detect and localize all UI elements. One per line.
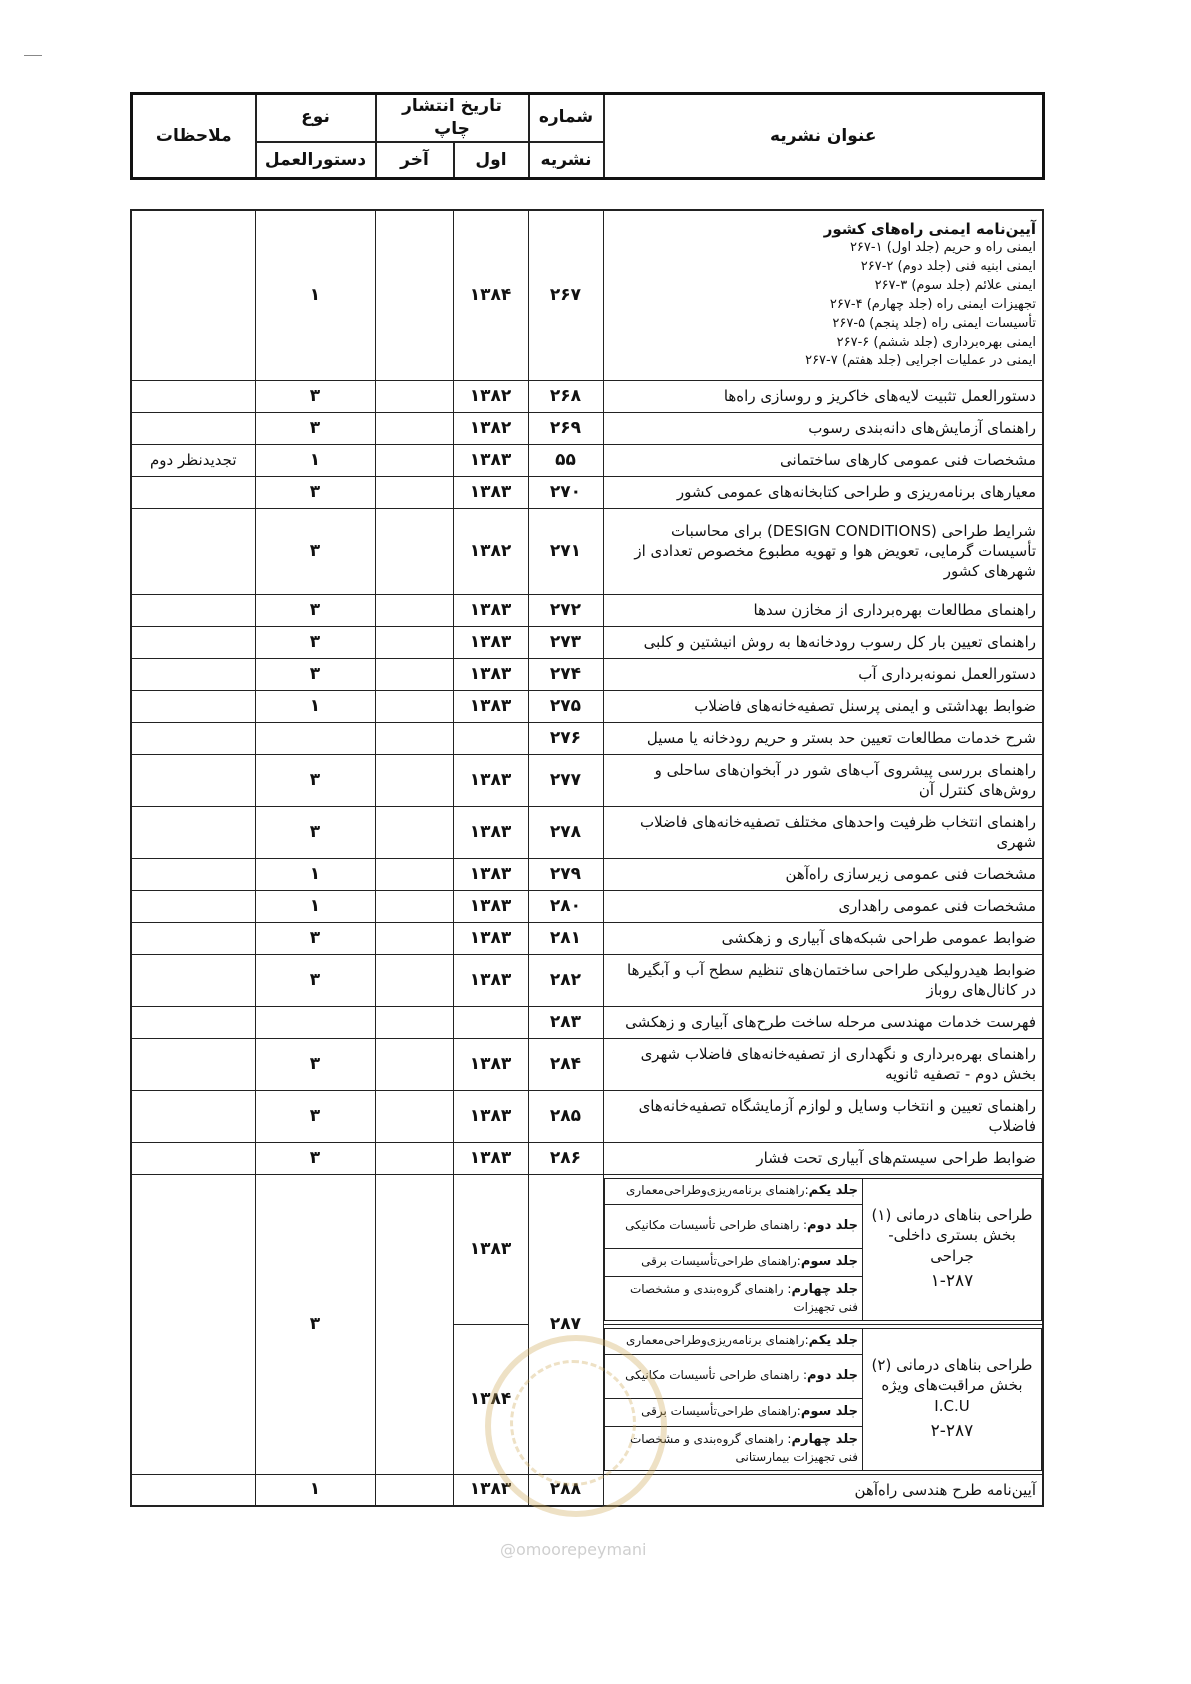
header-date: تاریخ انتشار چاپ — [376, 94, 529, 142]
title-cell: راهنمای انتخاب ظرفیت واحدهای مختلف تصفیه‌خانه‌های فاضلاب شهری — [603, 806, 1043, 858]
type-cell: ۳ — [255, 1090, 375, 1142]
volume-heading: جلد چهارم — [791, 1281, 858, 1297]
table-row — [131, 1474, 1043, 1506]
last-date-cell — [375, 754, 453, 806]
volume-heading: جلد سوم — [800, 1253, 858, 1269]
remarks-cell — [131, 1090, 255, 1142]
header-number-2: نشریه — [529, 142, 604, 179]
table-row — [131, 1174, 1043, 1324]
number-cell: ۲۷۷ — [528, 754, 603, 806]
type-cell: ۳ — [255, 508, 375, 594]
first-date-cell — [453, 722, 528, 754]
volume-cell — [604, 1276, 863, 1320]
hospital-volumes-table — [604, 1178, 1043, 1321]
title-cell: دستورالعمل تثبیت لایه‌های خاکریز و روسازی راه‌ها — [603, 380, 1043, 412]
title-cell: مشخصات فنی عمومی زیرسازی راه‌آهن — [603, 858, 1043, 890]
volume-row — [604, 1328, 1042, 1354]
last-date-cell — [375, 1474, 453, 1506]
table-row — [131, 890, 1043, 922]
type-cell: ۱ — [255, 690, 375, 722]
last-date-cell — [375, 954, 453, 1006]
hospital-volumes-table — [604, 1328, 1043, 1471]
table-row — [131, 476, 1043, 508]
header-title: عنوان نشریه — [604, 94, 1044, 179]
type-cell: ۳ — [255, 1038, 375, 1090]
volume-heading: جلد چهارم — [791, 1431, 858, 1447]
first-date-cell: ۱۳۸۳ — [453, 922, 528, 954]
last-date-cell — [375, 444, 453, 476]
type-cell: ۳ — [255, 954, 375, 1006]
first-date-cell: ۱۳۸۳ — [453, 626, 528, 658]
table-row — [131, 412, 1043, 444]
title-cell: راهنمای بهره‌برداری و نگهداری از تصفیه‌خانه‌های فاضلاب شهری بخش دوم - تصفیه ثانویه — [603, 1038, 1043, 1090]
volume-cell — [604, 1426, 863, 1470]
type-cell: ۳ — [255, 594, 375, 626]
first-line: ایمنی در عملیات اجرایی (جلد هفتم) ۷-۲۶۷ — [805, 353, 1036, 369]
remarks-cell — [131, 594, 255, 626]
type-cell: ۳ — [255, 412, 375, 444]
title-cell: شرح خدمات مطالعات تعیین حد بستر و حریم رودخانه یا مسیل — [603, 722, 1043, 754]
type-cell: ۳ — [255, 754, 375, 806]
type-cell: ۳ — [255, 626, 375, 658]
number-cell: ۲۸۴ — [528, 1038, 603, 1090]
first-date-cell: ۱۳۸۳ — [453, 1090, 528, 1142]
header-date-first: اول — [454, 142, 529, 179]
table-row — [131, 690, 1043, 722]
number-cell: ۲۸۳ — [528, 1006, 603, 1038]
volume-text: :راهنمای طراحی‌تأسیسات برقی — [641, 1253, 801, 1268]
number-cell: ۲۷۸ — [528, 806, 603, 858]
first-date-cell: ۱۳۸۳ — [453, 806, 528, 858]
title-cell: ضوابط عمومی طراحی شبکه‌های آبیاری و زهکشی — [603, 922, 1043, 954]
table-row — [131, 508, 1043, 594]
header-type-1: نوع — [256, 94, 376, 142]
type-cell — [255, 722, 375, 754]
remarks-cell — [131, 1142, 255, 1174]
remarks-cell: تجدیدنظر دوم — [131, 444, 255, 476]
last-date-cell — [375, 690, 453, 722]
title-cell: ضوابط طراحی سیستم‌های آبیاری تحت فشار — [603, 1142, 1043, 1174]
volume-cell — [604, 1204, 863, 1248]
number-cell: ۲۷۴ — [528, 658, 603, 690]
table-row — [131, 754, 1043, 806]
remarks-cell — [131, 722, 255, 754]
last-date-cell — [375, 412, 453, 444]
title-cell: راهنمای مطالعات بهره‌برداری از مخازن سدها — [603, 594, 1043, 626]
last-date-cell — [375, 858, 453, 890]
table-row — [131, 1142, 1043, 1174]
first-date-cell: ۱۳۸۴ — [453, 1324, 528, 1474]
title-cell: فهرست خدمات مهندسی مرحله ساخت طرح‌های آبیاری و زهکشی — [603, 1006, 1043, 1038]
volume-heading: جلد یکم — [808, 1332, 858, 1348]
last-date-cell — [375, 1006, 453, 1038]
number-cell: ۲۶۸ — [528, 380, 603, 412]
first-date-cell: ۱۳۸۳ — [453, 858, 528, 890]
type-cell: ۱ — [255, 444, 375, 476]
volume-text: : راهنمای طراحی تأسیسات مکانیکی — [625, 1367, 807, 1382]
number-cell: ۲۶۹ — [528, 412, 603, 444]
remarks-cell — [131, 380, 255, 412]
type-cell — [255, 1006, 375, 1038]
remarks-cell — [131, 1174, 255, 1474]
remarks-cell — [131, 508, 255, 594]
remarks-cell — [131, 412, 255, 444]
type-cell: ۳ — [255, 1142, 375, 1174]
last-date-cell — [375, 1090, 453, 1142]
first-date-cell: ۱۳۸۳ — [453, 1474, 528, 1506]
title-cell: راهنمای تعیین و انتخاب وسایل و لوازم آزمایشگاه تصفیه‌خانه‌های فاضلاب — [603, 1090, 1043, 1142]
number-cell: ۲۷۲ — [528, 594, 603, 626]
number-cell: ۲۸۸ — [528, 1474, 603, 1506]
first-date-cell: ۱۳۸۳ — [453, 954, 528, 1006]
remarks-cell — [131, 890, 255, 922]
first-date-cell: ۱۳۸۳ — [453, 1174, 528, 1324]
first-line: ایمنی ابنیه فنی (جلد دوم) ۲-۲۶۷ — [860, 259, 1036, 275]
title-cell: راهنمای تعیین بار کل رسوب رودخانه‌ها به روش انیشتین و کلبی — [603, 626, 1043, 658]
volume-text: : راهنمای گروه‌بندی و مشخصات فنی تجهیزات — [629, 1281, 858, 1314]
last-date-cell — [375, 1038, 453, 1090]
number-cell: ۲۸۱ — [528, 922, 603, 954]
remarks-cell — [131, 1038, 255, 1090]
number-cell: ۲۶۷ — [528, 210, 603, 380]
header-number-1: شماره — [529, 94, 604, 142]
title-cell: دستورالعمل نمونه‌برداری آب — [603, 658, 1043, 690]
first-date-cell: ۱۳۸۴ — [453, 210, 528, 380]
first-date-cell: ۱۳۸۳ — [453, 754, 528, 806]
remarks-cell — [131, 1006, 255, 1038]
table-row — [131, 594, 1043, 626]
remarks-cell — [131, 954, 255, 1006]
type-cell: ۱ — [255, 210, 375, 380]
remarks-cell — [131, 626, 255, 658]
number-cell: ۲۷۶ — [528, 722, 603, 754]
first-line: تأسیسات ایمنی راه (جلد پنجم) ۵-۲۶۷ — [832, 315, 1036, 331]
type-cell: ۳ — [255, 922, 375, 954]
volume-heading: جلد یکم — [808, 1182, 858, 1198]
number-cell: ۲۷۰ — [528, 476, 603, 508]
last-date-cell — [375, 1174, 453, 1474]
table-row — [131, 722, 1043, 754]
last-date-cell — [375, 380, 453, 412]
remarks-cell — [131, 922, 255, 954]
title-cell: مشخصات فنی عمومی کارهای ساختمانی — [603, 444, 1043, 476]
number-cell: ۲۷۳ — [528, 626, 603, 658]
volume-cell — [604, 1178, 863, 1204]
type-cell: ۳ — [255, 476, 375, 508]
last-date-cell — [375, 594, 453, 626]
type-cell: ۳ — [255, 380, 375, 412]
remarks-cell — [131, 476, 255, 508]
table-row — [131, 1038, 1043, 1090]
remarks-cell — [131, 806, 255, 858]
title-cell: ضوابط هیدرولیکی طراحی ساختمان‌های تنظیم سطح آب و آبگیرها در کانال‌های روباز — [603, 954, 1043, 1006]
last-date-cell — [375, 508, 453, 594]
volume-heading: جلد دوم — [807, 1217, 858, 1233]
volume-text: : راهنمای طراحی تأسیسات مکانیکی — [625, 1217, 807, 1232]
first-line: ایمنی راه و حریم (جلد اول) ۱-۲۶۷ — [849, 240, 1036, 256]
number-cell: ۲۸۶ — [528, 1142, 603, 1174]
table-row — [131, 1006, 1043, 1038]
volume-cell — [604, 1328, 863, 1354]
first-date-cell: ۱۳۸۳ — [453, 690, 528, 722]
title-cell: راهنمای بررسی پیشروی آب‌های شور در آبخوان‌های ساحلی و روش‌های کنترل آن — [603, 754, 1043, 806]
first-date-cell: ۱۳۸۳ — [453, 476, 528, 508]
table-row — [131, 626, 1043, 658]
first-date-cell: ۱۳۸۳ — [453, 594, 528, 626]
first-date-cell: ۱۳۸۳ — [453, 658, 528, 690]
header-remarks: ملاحظات — [132, 94, 256, 179]
volume-text: :راهنمای برنامه‌ریزی‌وطراحی‌معماری — [626, 1182, 809, 1197]
table-row — [131, 444, 1043, 476]
first-date-cell: ۱۳۸۲ — [453, 508, 528, 594]
type-cell: ۳ — [255, 1174, 375, 1474]
type-cell: ۳ — [255, 806, 375, 858]
first-date-cell: ۱۳۸۳ — [453, 1142, 528, 1174]
volume-cell — [604, 1248, 863, 1276]
number-cell: ۲۸۰ — [528, 890, 603, 922]
hospital-part-code: ۱-۲۸۷ — [930, 1270, 974, 1291]
title-cell — [603, 210, 1043, 380]
last-date-cell — [375, 806, 453, 858]
table-row — [131, 1090, 1043, 1142]
remarks-cell — [131, 754, 255, 806]
number-cell: ۲۸۷ — [528, 1174, 603, 1474]
first-line: تجهیزات ایمنی راه (جلد چهارم) ۴-۲۶۷ — [829, 296, 1036, 312]
remarks-cell — [131, 690, 255, 722]
last-date-cell — [375, 722, 453, 754]
last-date-cell — [375, 1142, 453, 1174]
volume-text: :راهنمای طراحی‌تأسیسات برقی — [641, 1403, 801, 1418]
first-date-cell: ۱۳۸۳ — [453, 444, 528, 476]
number-cell: ۲۸۵ — [528, 1090, 603, 1142]
last-date-cell — [375, 626, 453, 658]
last-date-cell — [375, 658, 453, 690]
first-heading: آیین‌نامه ایمنی راه‌های کشور — [823, 220, 1036, 239]
number-cell: ۲۸۲ — [528, 954, 603, 1006]
first-date-cell: ۱۳۸۲ — [453, 412, 528, 444]
title-cell: مشخصات فنی عمومی راهداری — [603, 890, 1043, 922]
title-cell: راهنمای آزمایش‌های دانه‌بندی رسوب — [603, 412, 1043, 444]
hospital-part-label: طراحی بناهای درمانی (۲) بخش مراقبت‌های ویژه I.C.U — [871, 1356, 1033, 1415]
number-cell: ۲۷۵ — [528, 690, 603, 722]
title-cell: معیارهای برنامه‌ریزی و طراحی کتابخانه‌های عمومی کشور — [603, 476, 1043, 508]
hospital-part-label: طراحی بناهای درمانی (۱) بخش بستری داخلی- جراحی — [871, 1206, 1033, 1265]
volume-heading: جلد دوم — [807, 1367, 858, 1383]
last-date-cell — [375, 890, 453, 922]
first-line: ایمنی علائم (جلد سوم) ۳-۲۶۷ — [874, 278, 1036, 294]
first-date-cell — [453, 1006, 528, 1038]
last-date-cell — [375, 210, 453, 380]
first-line: ایمنی بهره‌برداری (جلد ششم) ۶-۲۶۷ — [836, 334, 1036, 350]
margin-mark — [24, 55, 42, 56]
header-date-last: آخر — [376, 142, 454, 179]
hospital-part-label-cell — [863, 1178, 1042, 1320]
volume-cell — [604, 1398, 863, 1426]
type-cell: ۱ — [255, 1474, 375, 1506]
title-cell: ضوابط بهداشتی و ایمنی پرسنل تصفیه‌خانه‌های فاضلاب — [603, 690, 1043, 722]
title-cell: آیین‌نامه طرح هندسی راه‌آهن — [603, 1474, 1043, 1506]
first-date-cell: ۱۳۸۳ — [453, 1038, 528, 1090]
first-date-cell: ۱۳۸۲ — [453, 380, 528, 412]
publications-table — [130, 209, 1044, 1507]
remarks-cell — [131, 658, 255, 690]
remarks-cell — [131, 858, 255, 890]
table-row — [131, 806, 1043, 858]
volume-heading: جلد سوم — [800, 1403, 858, 1419]
header-type-2: دستورالعمل — [256, 142, 376, 179]
volume-text: : راهنمای گروه‌بندی و مشخصات فنی تجهیزات بیمارستانی — [629, 1431, 858, 1464]
last-date-cell — [375, 476, 453, 508]
table-row — [131, 380, 1043, 412]
table-row — [131, 954, 1043, 1006]
type-cell: ۳ — [255, 658, 375, 690]
volume-row — [604, 1178, 1042, 1204]
remarks-cell — [131, 1474, 255, 1506]
number-cell: ۲۷۹ — [528, 858, 603, 890]
volume-cell — [604, 1354, 863, 1398]
first-date-cell: ۱۳۸۳ — [453, 890, 528, 922]
table-row — [131, 210, 1043, 380]
remarks-cell — [131, 210, 255, 380]
hospital-title-cell — [603, 1174, 1043, 1324]
number-cell: ۲۷۱ — [528, 508, 603, 594]
watermark-text: @omoorepeymani — [500, 1540, 647, 1559]
hospital-part-code: ۲-۲۸۷ — [930, 1420, 974, 1441]
table-row — [131, 922, 1043, 954]
table-row — [131, 658, 1043, 690]
last-date-cell — [375, 922, 453, 954]
volume-text: :راهنمای برنامه‌ریزی‌وطراحی‌معماری — [626, 1332, 809, 1347]
table-row — [131, 858, 1043, 890]
header-table — [130, 92, 1045, 180]
type-cell: ۱ — [255, 858, 375, 890]
hospital-title-cell — [603, 1324, 1043, 1474]
title-cell: شرایط طراحی (DESIGN CONDITIONS) برای محاسبات تأسیسات گرمایی، تعویض هوا و تهویه مطبوع مخصوص تعدادی از شهرهای کشور — [603, 508, 1043, 594]
number-cell: ۵۵ — [528, 444, 603, 476]
type-cell: ۱ — [255, 890, 375, 922]
hospital-part-label-cell — [863, 1328, 1042, 1470]
